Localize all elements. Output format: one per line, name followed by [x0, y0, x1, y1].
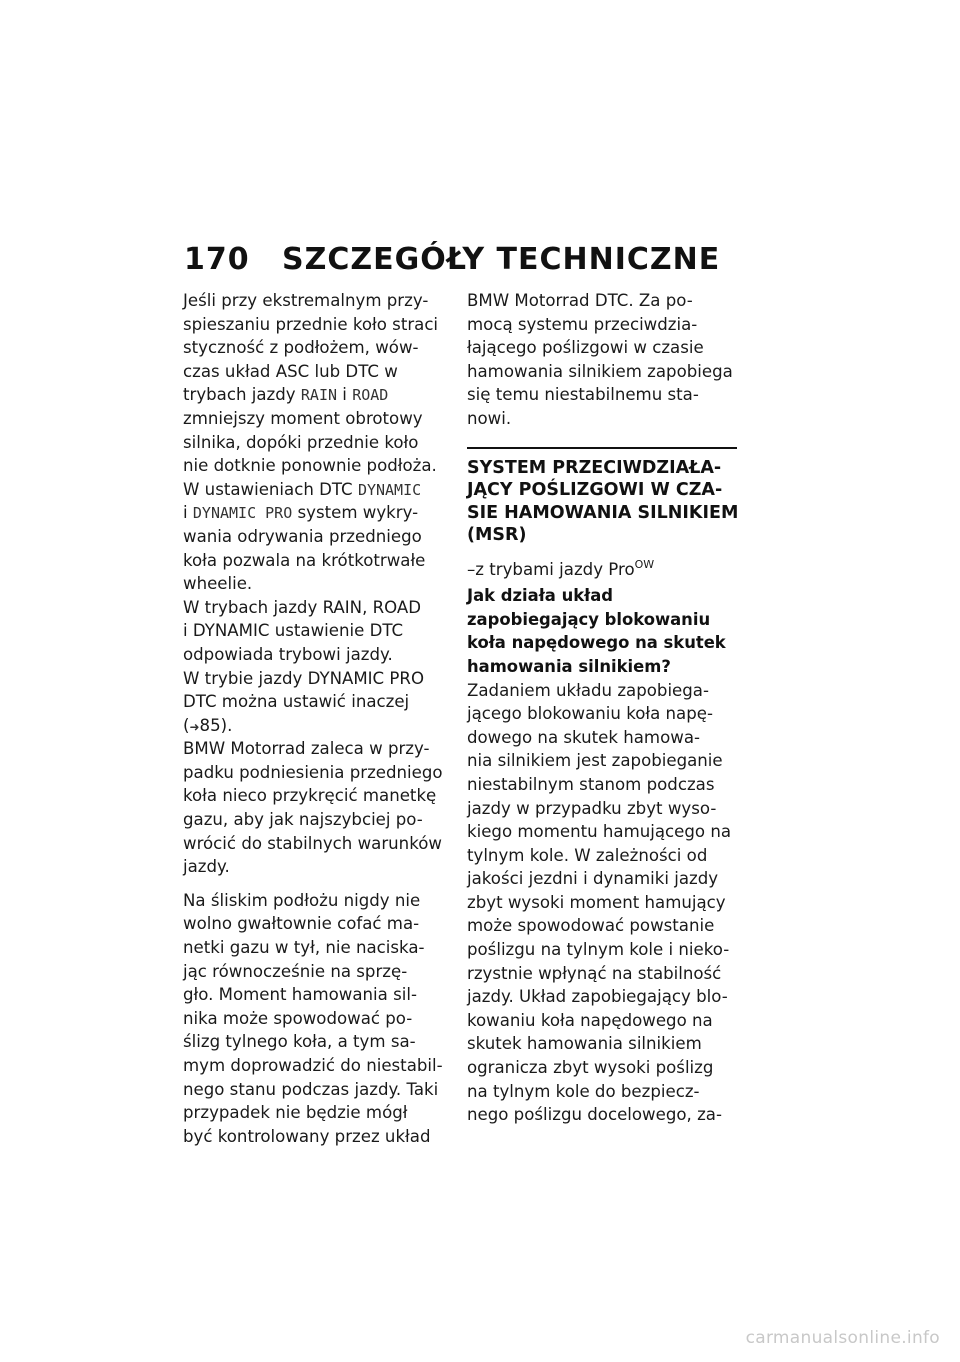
text-line: kiego momentu hamującego na: [467, 822, 732, 842]
text-line: [183, 501, 453, 525]
page-title: SZCZEGÓŁY TECHNICZNE: [282, 242, 721, 277]
text-line: jazdy. Układ zapobiegający blo-: [467, 987, 728, 1007]
page-reference[interactable]: 85).: [199, 715, 233, 735]
heading-line: (MSR): [467, 525, 527, 546]
text-line: mocą systemu przeciwdzia-: [467, 314, 698, 334]
heading-line: SYSTEM PRZECIWDZIAŁA-: [467, 457, 722, 478]
paragraph-msr-description: [467, 679, 739, 1127]
text-line: [183, 383, 453, 407]
text-line: wolno gwałtownie cofać ma-: [183, 914, 420, 934]
text-line: koła nieco przykręcić manetkę: [183, 786, 437, 806]
watermark-link[interactable]: carmanualsonline.info: [745, 1328, 940, 1348]
text-line: być kontrolowany przez układ: [183, 1126, 431, 1146]
option-superscript: OW: [634, 557, 655, 571]
text-line: jazdy.: [183, 857, 230, 877]
text-line: ślizg tylnego koła, a tym sa-: [183, 1032, 416, 1052]
text-line: i DYNAMIC ustawienie DTC: [183, 621, 404, 641]
text-line: W trybie jazdy DYNAMIC PRO: [183, 668, 425, 688]
subheading-line: Jak działa układ: [467, 586, 614, 606]
text-line: nego poślizgu docelowego, za-: [467, 1105, 722, 1125]
page-number: 170: [184, 242, 250, 277]
text-line: nia silnikiem jest zapobieganie: [467, 751, 723, 771]
text-line: gło. Moment hamowania sil-: [183, 985, 417, 1005]
section-divider: [467, 447, 737, 449]
text-line: styczność z podłożem, wów-: [183, 338, 419, 358]
text-line: W trybach jazdy RAIN, ROAD: [183, 597, 422, 617]
paragraph-riding-modes: [183, 596, 453, 667]
text-line: poślizgu na tylnym kole i nieko-: [467, 940, 730, 960]
text-line: nego stanu podczas jazdy. Taki: [183, 1079, 439, 1099]
text-line: może spowodować powstanie: [467, 916, 715, 936]
section-heading-msr: [467, 457, 739, 547]
paragraph-slippery-surface: [183, 889, 453, 1149]
text-line: dowego na skutek hamowa-: [467, 727, 700, 747]
text-line: zbyt wysoki moment hamujący: [467, 892, 726, 912]
paragraph-recommendation: [183, 737, 453, 879]
text-line: zmniejszy moment obrotowy: [183, 408, 423, 428]
text-line: jąc równocześnie na sprzę-: [183, 961, 408, 981]
text-line: DTC można ustawić inaczej: [183, 692, 410, 712]
paragraph-dtc-continuation: [467, 289, 739, 431]
text-line: nie dotknie ponownie podłoża.: [183, 456, 437, 476]
subheading-line: koła napędowego na skutek: [467, 633, 726, 653]
text-line: koła pozwala na krótkotrwałe: [183, 550, 426, 570]
text-fragment: trybach jazdy: [183, 385, 301, 405]
paragraph-dynamic-pro: [183, 667, 453, 738]
mode-dynamic: DYNAMIC: [357, 480, 422, 499]
page-header: [184, 242, 720, 277]
text-line: tylnym kole. W zależności od: [467, 845, 708, 865]
text-fragment: system wykry-: [292, 503, 419, 523]
text-line: mym doprowadzić do niestabil-: [183, 1056, 443, 1075]
left-column: [183, 289, 453, 1148]
text-line: wrócić do stabilnych warunków: [183, 833, 442, 853]
text-line: netki gazu w tył, nie naciska-: [183, 938, 425, 958]
right-column: [467, 289, 739, 1127]
paragraph-front-wheel-lift: [183, 289, 453, 478]
paragraph-gap: [183, 879, 453, 889]
text-line: się temu niestabilnemu sta-: [467, 385, 699, 405]
text-line: wheelie.: [183, 574, 253, 594]
text-line: kowaniu koła napędowego na: [467, 1010, 713, 1030]
text-line: niestabilnym stanom podczas: [467, 774, 715, 794]
text-line: [183, 478, 453, 502]
mode-dynamic-pro: DYNAMIC PRO: [192, 504, 293, 523]
text-line: skutek hamowania silnikiem: [467, 1034, 702, 1054]
mode-road: ROAD: [352, 386, 389, 405]
text-line: Zadaniem układu zapobiega-: [467, 680, 709, 700]
text-line: na tylnym kole do bezpiecz-: [467, 1081, 700, 1101]
text-line: padku podniesienia przedniego: [183, 762, 443, 782]
text-line: wania odrywania przedniego: [183, 526, 422, 546]
text-line: czas układ ASC lub DTC w: [183, 361, 398, 381]
text-line: BMW Motorrad zaleca w przy-: [183, 739, 430, 759]
text-line: silnika, dopóki przednie koło: [183, 432, 419, 452]
heading-line: SIE HAMOWANIA SILNIKIEM: [467, 502, 739, 523]
text-line: odpowiada trybowi jazdy.: [183, 644, 393, 664]
text-line: gazu, aby jak najszybciej po-: [183, 810, 423, 830]
text-fragment: i: [183, 503, 193, 523]
text-line: nika może spowodować po-: [183, 1008, 413, 1028]
subheading-line: hamowania silnikiem?: [467, 656, 671, 676]
text-line: jącego blokowaniu koła napę-: [467, 704, 713, 724]
text-line: spieszaniu przednie koło straci: [183, 314, 439, 334]
text-line: przypadek nie będzie mógł: [183, 1103, 408, 1123]
text-line: łającego poślizgowi w czasie: [467, 338, 704, 358]
text-fragment: (: [183, 715, 190, 735]
text-line: jakości jezdni i dynamiki jazdy: [467, 869, 719, 889]
text-line: Jeśli przy ekstremalnym przy-: [183, 291, 429, 310]
text-line: jazdy w przypadku zbyt wyso-: [467, 798, 717, 818]
text-line: Na śliskim podłożu nigdy nie: [183, 890, 421, 910]
text-line: [183, 714, 453, 738]
subheading-how-it-works: [467, 584, 739, 678]
paragraph-dtc-dynamic: [183, 478, 453, 596]
mode-rain: RAIN: [300, 386, 338, 405]
text-line: BMW Motorrad DTC. Za po-: [467, 291, 693, 310]
heading-line: JĄCY POŚLIZGOWI W CZA-: [467, 480, 723, 501]
text-line: rzystnie wpłynąć na stabilność: [467, 963, 722, 983]
mode-availability: [467, 553, 739, 577]
subheading-line: zapobiegający blokowaniu: [467, 609, 711, 629]
text-line: nowi.: [467, 408, 512, 428]
text-fragment: –z trybami jazdy Pro: [467, 559, 635, 579]
arrow-right-icon: ➜: [189, 719, 200, 734]
text-line: hamowania silnikiem zapobiega: [467, 361, 733, 381]
text-fragment: W ustawieniach DTC: [183, 479, 358, 499]
text-fragment: i: [337, 385, 353, 405]
text-line: ogranicza zbyt wysoki poślizg: [467, 1058, 714, 1078]
